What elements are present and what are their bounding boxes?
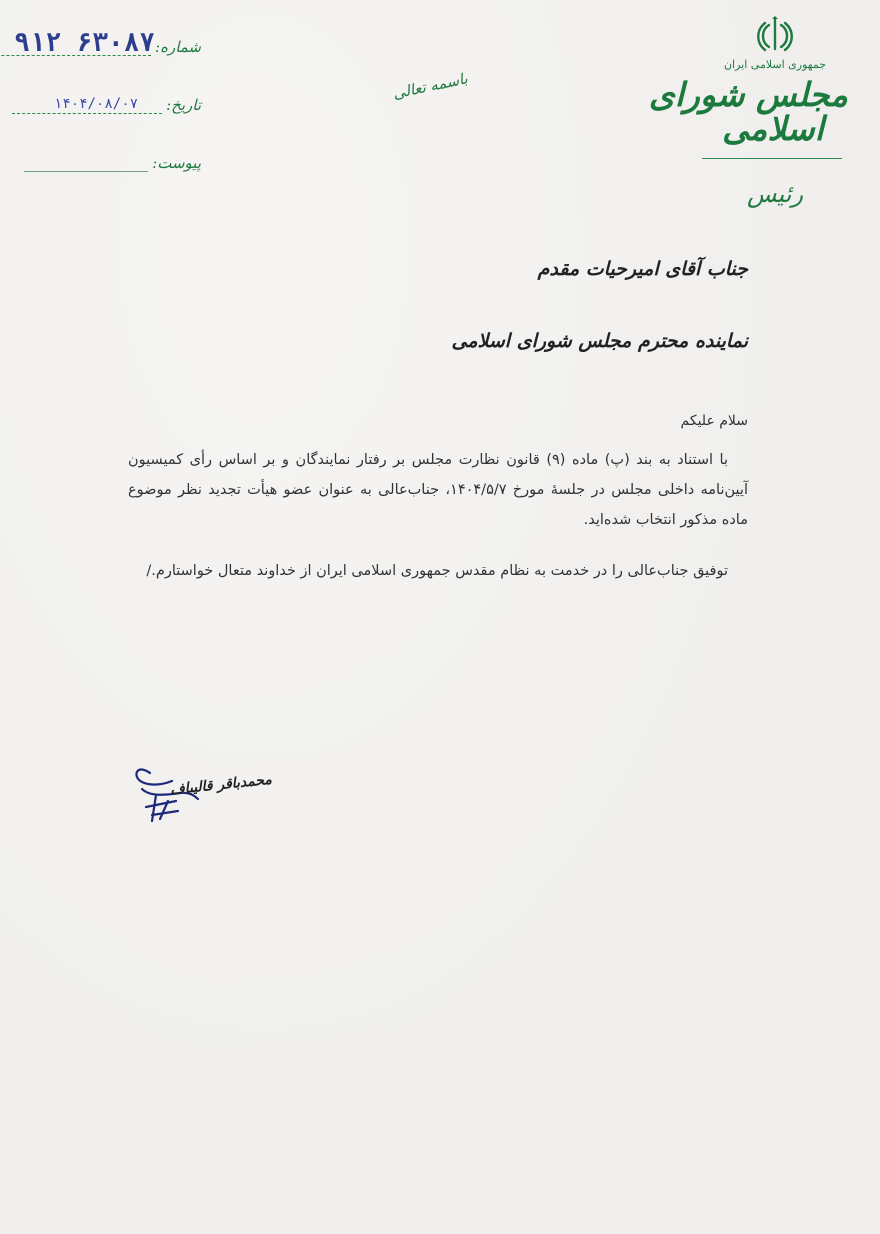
letter-number: ۹۱۲ ۶۳۰۸۷ <box>14 28 156 58</box>
bismillah-calligraphy <box>391 68 470 112</box>
bismillah-text: باسمه تعالی <box>391 69 470 103</box>
letterhead-divider <box>702 158 842 159</box>
date-line <box>12 91 162 114</box>
number-label: شماره: <box>155 38 201 56</box>
attachment-label: پیوست: <box>152 154 201 172</box>
number-line <box>0 28 156 58</box>
letter-meta <box>0 26 215 176</box>
greeting: سلام علیکم <box>680 413 748 429</box>
letter-date: ۱۴۰۴/۰۸/۰۷ <box>53 96 139 112</box>
letterhead <box>648 14 848 214</box>
attachment-row <box>24 142 201 172</box>
office-title: رئیس <box>746 180 804 208</box>
recipient-title: نماینده محترم مجلس شورای اسلامی <box>451 330 748 352</box>
attachment-line <box>24 149 148 172</box>
signer-name: محمدباقر قالیباف <box>169 771 273 799</box>
body-paragraph-1: با استناد به بند (پ) ماده (۹) قانون نظارت مجلس بر رفتار نمایندگان و بر اساس رأی کمیسیون آیین‌نامه داخلی مجلس در جلسهٔ مورخ ۱۴۰۴/۵/۷، جناب‌عالی به عنوان عضو هیأت تجدید نظر موضوع ماده مذکور انتخاب شده‌اید. <box>128 452 748 528</box>
signature-block <box>128 755 278 835</box>
date-label: تاریخ: <box>166 96 201 114</box>
date-row <box>12 84 201 114</box>
majlis-title-line2: اسلامی <box>722 109 824 148</box>
recipient-name: جناب آقای امیرحیات مقدم <box>537 258 748 280</box>
number-row <box>0 26 201 56</box>
republic-title: جمهوری اسلامی ایران <box>723 58 827 71</box>
majlis-title-line1: مجلس شورای <box>648 75 848 114</box>
iran-emblem-icon <box>755 16 795 56</box>
body-paragraph-2: توفیق جناب‌عالی را در خدمت به نظام مقدس جمهوری اسلامی ایران از خداوند متعال خواستارم./ <box>146 563 728 579</box>
